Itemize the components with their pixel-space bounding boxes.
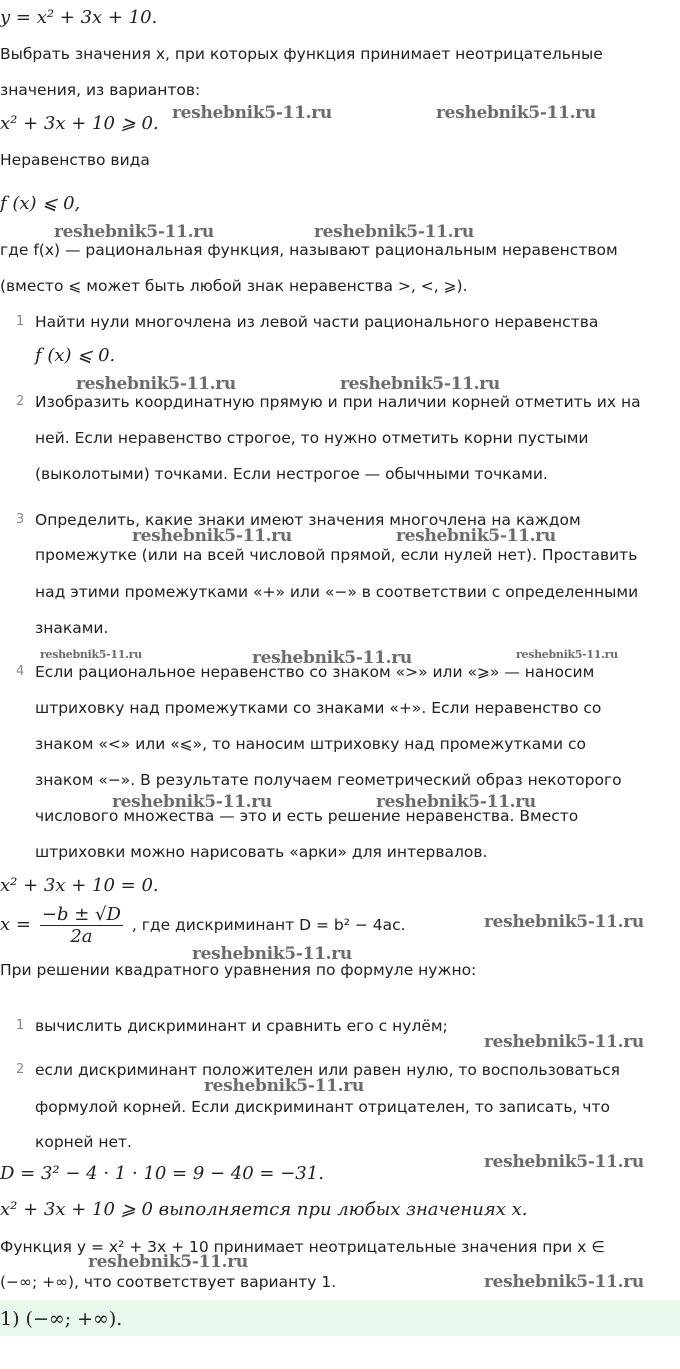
step-formula: f (x) ⩽ 0.: [35, 345, 116, 366]
theory-form: f (x) ⩽ 0,: [0, 193, 81, 214]
conclusion-line-2: Функция y = x² + 3x + 10 принимает неотрицательные значения при x ∈: [0, 1238, 605, 1256]
watermark: reshebnik5-11.ru: [516, 648, 618, 661]
quadratic-tail: , где дискриминант D = b² − 4ac.: [131, 916, 406, 934]
watermark: reshebnik5-11.ru: [54, 222, 214, 242]
watermark: reshebnik5-11.ru: [112, 792, 272, 812]
step-text: штриховку над промежутками со знаками «+». Если неравенство со: [35, 699, 602, 717]
quadratic-formula: [0, 904, 406, 947]
function-formula: y = x² + 3x + 10.: [0, 7, 158, 28]
theory-definition-1: где f(x) — рациональная функция, называют рациональным неравенством: [0, 241, 618, 259]
watermark: reshebnik5-11.ru: [484, 1152, 644, 1172]
rule-number: 2: [16, 1062, 25, 1077]
answer-box: [0, 1300, 680, 1336]
watermark: reshebnik5-11.ru: [376, 792, 536, 812]
watermark: reshebnik5-11.ru: [484, 1272, 644, 1292]
step-number: 1: [16, 314, 25, 329]
task-line-2: значения, из вариантов:: [0, 81, 201, 99]
inequality-formula: x² + 3x + 10 ⩾ 0.: [0, 113, 159, 134]
watermark: reshebnik5-11.ru: [88, 1252, 248, 1272]
watermark: reshebnik5-11.ru: [436, 103, 596, 123]
step-text: промежутке (или на всей числовой прямой, если нулей нет). Проставить: [35, 546, 638, 564]
step-text: (выколотыми) точками. Если нестрогое — обычными точками.: [35, 465, 548, 483]
step-text: Изобразить координатную прямую и при наличии корней отметить их на: [35, 393, 641, 411]
watermark: reshebnik5-11.ru: [132, 526, 292, 546]
step-number: 2: [16, 394, 25, 409]
theory-intro: Неравенство вида: [0, 151, 150, 169]
answer-text: 1) (−∞; +∞).: [0, 1308, 123, 1330]
discriminant-calc: D = 3² − 4 · 1 · 10 = 9 − 40 = −31.: [0, 1163, 324, 1184]
step-text: над этими промежутками «+» или «−» в соответствии с определенными: [35, 583, 639, 601]
step-text: ней. Если неравенство строгое, то нужно отметить корни пустыми: [35, 429, 589, 447]
quadratic-lhs: x =: [0, 914, 31, 935]
rule-text: если дискриминант положителен или равен нулю, то воспользоваться: [35, 1061, 620, 1079]
rules-intro: При решении квадратного уравнения по формуле нужно:: [0, 961, 477, 979]
rule-number: 1: [16, 1018, 25, 1033]
rule-text: корней нет.: [35, 1133, 132, 1151]
watermark: reshebnik5-11.ru: [40, 648, 142, 661]
fraction-denominator: 2a: [70, 926, 93, 947]
step-text: штриховки можно нарисовать «арки» для интервалов.: [35, 843, 488, 861]
watermark: reshebnik5-11.ru: [396, 526, 556, 546]
equation: x² + 3x + 10 = 0.: [0, 875, 159, 896]
step-text: знаками.: [35, 619, 109, 637]
rule-text: вычислить дискриминант и сравнить его с нулём;: [35, 1017, 448, 1035]
step-text: числового множества — это и есть решение неравенства. Вместо: [35, 807, 579, 825]
task-line-1: Выбрать значения x, при которых функция принимает неотрицательные: [0, 45, 603, 63]
step-text: Если рациональное неравенство со знаком «>» или «⩾» — наносим: [35, 663, 595, 681]
step-text: знаком «<» или «⩽», то наносим штриховку над промежутками со: [35, 735, 586, 753]
step-text: знаком «−». В результате получаем геометрический образ некоторого: [35, 771, 622, 789]
watermark: reshebnik5-11.ru: [76, 374, 236, 394]
watermark: reshebnik5-11.ru: [484, 1032, 644, 1052]
watermark: reshebnik5-11.ru: [252, 648, 412, 668]
fraction-numerator: −b ± √D: [41, 904, 121, 925]
step-text: Определить, какие знаки имеют значения многочлена на каждом: [35, 511, 581, 529]
step-number: 3: [16, 512, 25, 527]
quadratic-fraction: [40, 904, 123, 947]
watermark: reshebnik5-11.ru: [314, 222, 474, 242]
watermark: reshebnik5-11.ru: [340, 374, 500, 394]
theory-definition-2: (вместо ⩽ может быть любой знак неравенства >, <, ⩾).: [0, 277, 468, 295]
watermark: reshebnik5-11.ru: [204, 1076, 364, 1096]
step-number: 4: [16, 664, 25, 679]
watermark: reshebnik5-11.ru: [172, 103, 332, 123]
conclusion-line-3: (−∞; +∞), что соответствует варианту 1.: [0, 1273, 337, 1291]
watermark: reshebnik5-11.ru: [484, 912, 644, 932]
watermark: reshebnik5-11.ru: [192, 944, 352, 964]
conclusion-line-1: x² + 3x + 10 ⩾ 0 выполняется при любых значениях x.: [0, 1199, 528, 1220]
step-text: Найти нули многочлена из левой части рационального неравенства: [35, 313, 599, 331]
rule-text: формулой корней. Если дискриминант отрицателен, то записать, что: [35, 1098, 610, 1116]
